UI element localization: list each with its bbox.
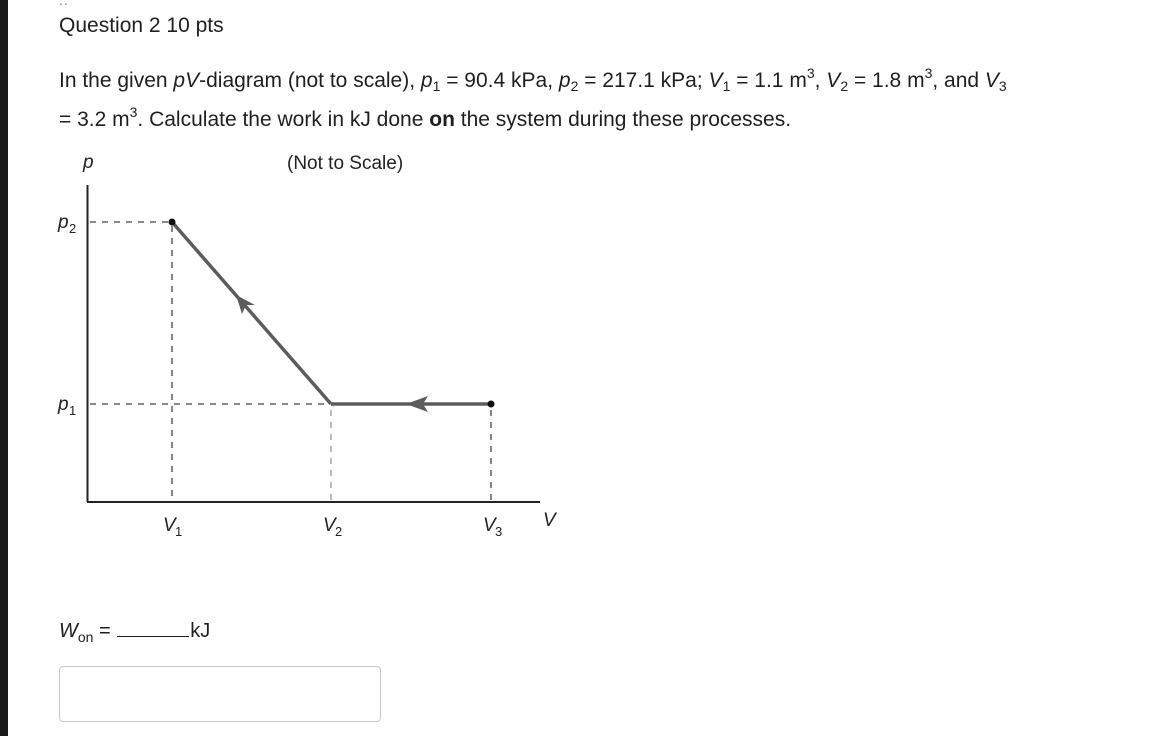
question-title: Question 2 [59,14,161,37]
note-not-to-scale: (Not to Scale) [287,153,404,174]
V3-label-sub: 3 [495,524,503,539]
question-points: 10 pts [166,14,224,37]
V1-value: = 1.1 m [730,69,807,92]
p1-label: p [58,394,69,415]
answer-blank [117,618,189,637]
symbol-p1: p [420,69,433,92]
question-text-part: . Calculate the work in kJ done [137,108,430,131]
symbol-V2: V [826,69,841,92]
equals-sign: = [93,620,117,642]
superscript: 3 [924,65,933,81]
V1-label-sub: 1 [175,524,183,539]
symbol-V3: V [984,69,999,92]
question-text-part: In the given [59,69,174,92]
V1-label: V [163,515,176,536]
V2-value: = 1.8 m [848,69,925,92]
subscript: 1 [722,78,731,94]
V2-label: V [323,515,336,536]
state-point-2 [169,219,176,226]
superscript: 3 [129,104,138,120]
bold-on: on [429,108,455,131]
question-text-part: the system during these processes. [454,108,792,131]
unit-label: kJ [190,620,211,642]
subscript: 3 [998,78,1007,94]
symbol-V1: V [708,69,723,92]
y-axis-label: p [83,152,94,173]
subscript: 2 [840,78,849,94]
V3-label: V [483,515,496,536]
V2-label-sub: 2 [335,524,343,539]
p1-label-sub: 1 [69,403,77,418]
work-symbol: W [59,620,78,642]
p2-label: p [58,212,69,233]
subscript: 1 [432,78,441,94]
symbol-V: V [185,69,200,92]
work-subscript: on [77,629,94,645]
p2-value: = 217.1 kPa; [578,69,709,92]
and-text: , and [932,69,985,92]
answer-input[interactable] [59,666,381,722]
answer-prompt [59,618,210,645]
superscript: 3 [806,65,815,81]
question-text-part: -diagram (not to scale), [199,69,421,92]
symbol-p2: p [558,69,571,92]
comma: , [814,69,821,92]
linear-process-line [172,222,331,404]
V3-value: = 3.2 m [59,108,130,131]
p1-value: = 90.4 kPa, [440,69,559,92]
symbol-p: p [173,69,186,92]
x-axis-label: V [543,510,556,531]
p2-label-sub: 2 [69,221,77,236]
state-point-1 [488,401,495,408]
subscript: 2 [570,78,579,94]
drag-handle-dots[interactable]: .. [59,0,69,8]
